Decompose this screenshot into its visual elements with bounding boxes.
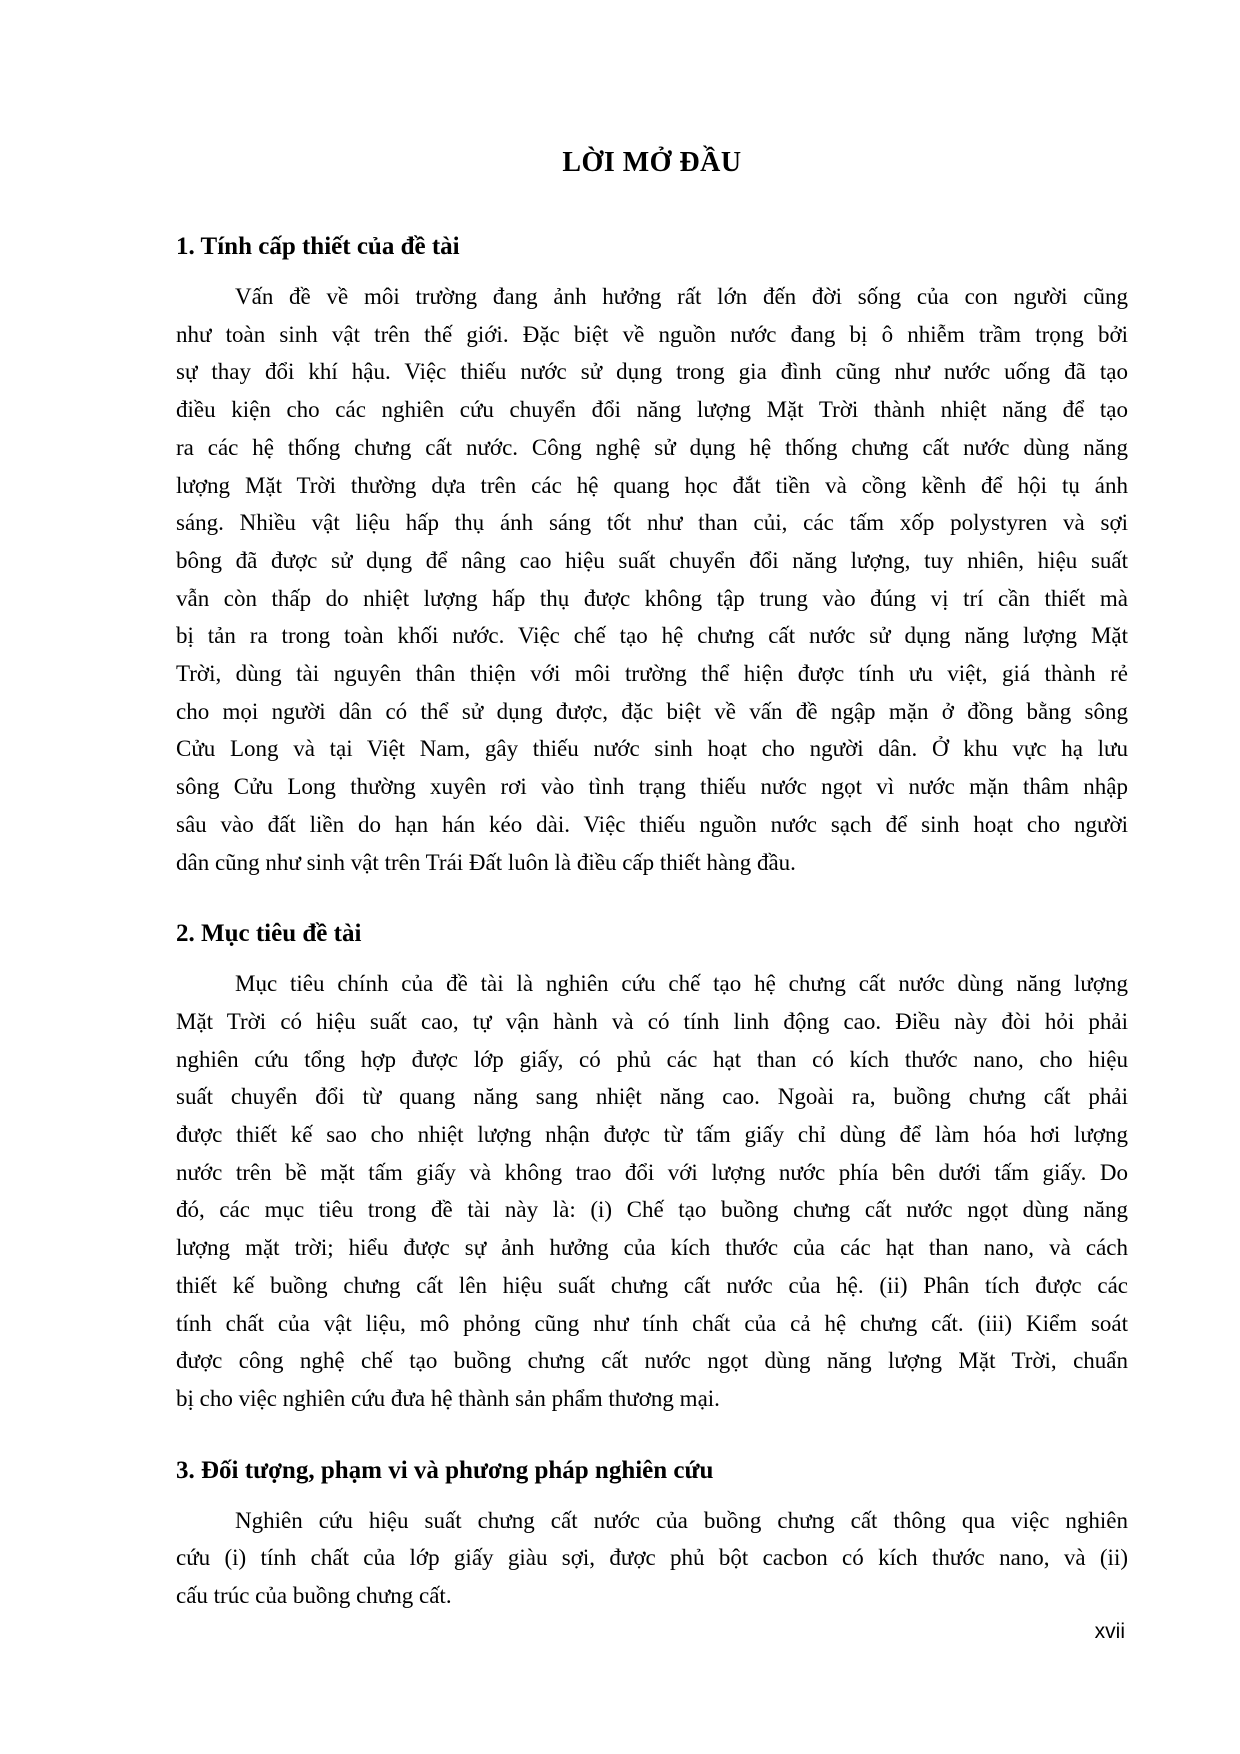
paragraph-line: Cửu Long và tại Việt Nam, gây thiếu nước sinh hoạt cho người dân. Ở khu vực hạ lưu xyxy=(176,736,1128,762)
section-3 xyxy=(176,1454,1128,1615)
paragraph-line: Nghiên cứu hiệu suất chưng cất nước của buồng chưng cất thông qua việc nghiên xyxy=(235,1507,1128,1533)
paragraph-line: điều kiện cho các nghiên cứu chuyển đổi năng lượng Mặt Trời thành nhiệt năng để tạo xyxy=(176,397,1128,423)
paragraph-line: thiết kế buồng chưng cất lên hiệu suất chưng cất nước của hệ. (ii) Phân tích được các xyxy=(176,1272,1128,1298)
paragraph-line: được thiết kế sao cho nhiệt lượng nhận được từ tấm giấy chỉ dùng để làm hóa hơi lượng xyxy=(176,1122,1128,1148)
paragraph-line: Mặt Trời có hiệu suất cao, tự vận hành và có tính linh động cao. Điều này đòi hỏi phải xyxy=(176,1008,1128,1034)
paragraph xyxy=(176,965,1128,1417)
paragraph-line: đó, các mục tiêu trong đề tài này là: (i) Chế tạo buồng chưng cất nước ngọt dùng năng xyxy=(176,1197,1128,1223)
paragraph-line: Trời, dùng tài nguyên thân thiện với môi trường thể hiện được tính ưu việt, giá thành rẻ xyxy=(176,661,1128,687)
section-heading: 1. Tính cấp thiết của đề tài xyxy=(176,233,460,260)
paragraph-line: vẫn còn thấp do nhiệt lượng hấp thụ được không tập trung vào đúng vị trí cần thiết mà xyxy=(176,585,1128,611)
section-heading: 3. Đối tượng, phạm vi và phương pháp nghiên cứu xyxy=(176,1456,714,1484)
paragraph-line: ra các hệ thống chưng cất nước. Công nghệ sử dụng hệ thống chưng cất nước dùng năng xyxy=(176,434,1128,460)
paragraph xyxy=(176,1502,1128,1615)
section-heading: 2. Mục tiêu đề tài xyxy=(176,920,362,948)
paragraph-line: lượng mặt trời; hiểu được sự ảnh hưởng của kích thước của các hạt than nano, và cách xyxy=(176,1235,1128,1261)
paragraph-line: sự thay đổi khí hậu. Việc thiếu nước sử dụng trong gia đình cũng như nước uống đã tạo xyxy=(176,359,1128,385)
paragraph xyxy=(176,278,1128,881)
paragraph-line: được công nghệ chế tạo buồng chưng cất nước ngọt dùng năng lượng Mặt Trời, chuẩn xyxy=(176,1348,1128,1374)
paragraph-line: nước trên bề mặt tấm giấy và không trao đổi với lượng nước phía bên dưới tấm giấy. Do xyxy=(176,1159,1128,1185)
section-2 xyxy=(176,917,1128,1417)
paragraph-line: bông đã được sử dụng để nâng cao hiệu suất chuyển đổi năng lượng, tuy nhiên, hiệu suất xyxy=(176,547,1128,573)
paragraph-line: bị tản ra trong toàn khối nước. Việc chế tạo hệ chưng cất nước sử dụng năng lượng Mặt xyxy=(176,623,1128,649)
paragraph-line: như toàn sinh vật trên thế giới. Đặc biệt về nguồn nước đang bị ô nhiễm trầm trọng bởi xyxy=(176,321,1128,347)
paragraph-line: bị cho việc nghiên cứu đưa hệ thành sản phẩm thương mại. xyxy=(176,1385,720,1411)
paragraph-line: lượng Mặt Trời thường dựa trên các hệ quang học đắt tiền và cồng kềnh để hội tụ ánh xyxy=(176,472,1128,498)
paragraph-line: dân cũng như sinh vật trên Trái Đất luôn là điều cấp thiết hàng đầu. xyxy=(176,849,796,875)
paragraph-line: sáng. Nhiều vật liệu hấp thụ ánh sáng tốt như than củi, các tấm xốp polystyren và sợi xyxy=(176,510,1128,536)
paragraph-line: Vấn đề về môi trường đang ảnh hưởng rất lớn đến đời sống của con người cũng xyxy=(235,284,1128,309)
section-1 xyxy=(176,230,1128,881)
paragraph-line: Mục tiêu chính của đề tài là nghiên cứu chế tạo hệ chưng cất nước dùng năng lượng xyxy=(235,971,1128,997)
paragraph-line: sông Cửu Long thường xuyên rơi vào tình trạng thiếu nước ngọt vì nước mặn thâm nhập xyxy=(176,774,1128,800)
document-body xyxy=(176,230,1128,1615)
paragraph-line: suất chuyển đổi từ quang năng sang nhiệt năng cao. Ngoài ra, buồng chưng cất phải xyxy=(176,1084,1128,1110)
paragraph-line: tính chất của vật liệu, mô phỏng cũng như tính chất của cả hệ chưng cất. (iii) Kiểm soát xyxy=(176,1310,1128,1336)
paragraph-line: cứu (i) tính chất của lớp giấy giàu sợi, được phủ bột cacbon có kích thước nano, và (ii) xyxy=(176,1545,1128,1571)
paragraph-line: nghiên cứu tổng hợp được lớp giấy, có phủ các hạt than có kích thước nano, cho hiệu xyxy=(176,1046,1128,1072)
paragraph-line: cấu trúc của buồng chưng cất. xyxy=(176,1583,452,1609)
page-title: LỜI MỞ ĐẦU xyxy=(562,147,742,178)
page-number: xvii xyxy=(1094,1620,1125,1643)
paragraph-line: sâu vào đất liền do hạn hán kéo dài. Việc thiếu nguồn nước sạch để sinh hoạt cho người xyxy=(176,811,1128,837)
paragraph-line: cho mọi người dân có thể sử dụng được, đặc biệt về vấn đề ngập mặn ở đồng bằng sông xyxy=(176,698,1128,724)
